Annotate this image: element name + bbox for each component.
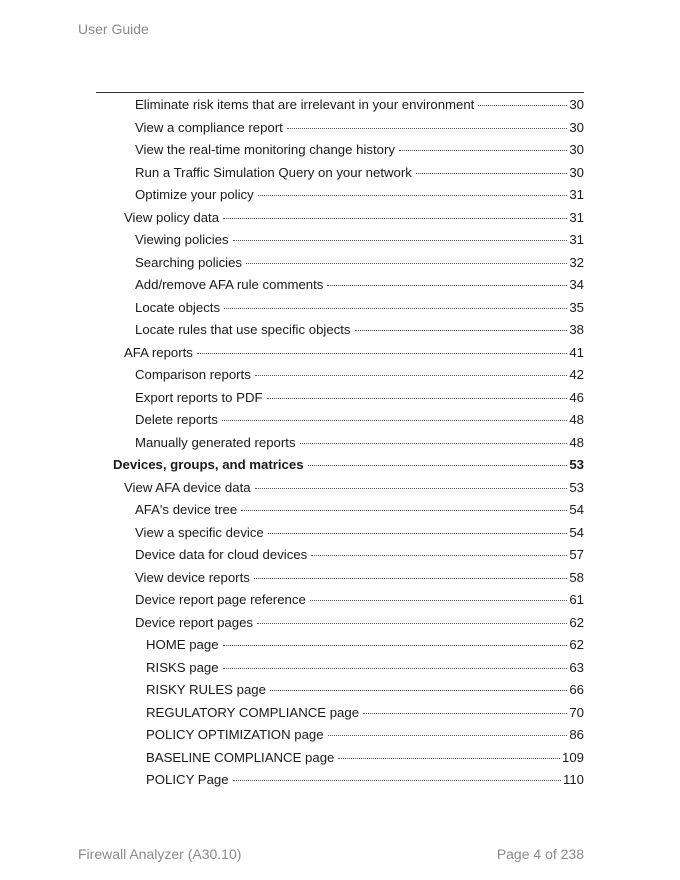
toc-entry[interactable] (146, 682, 584, 702)
toc-entry[interactable] (135, 165, 584, 185)
toc-leader-dots (258, 195, 568, 196)
toc-entry-page: 30 (569, 164, 584, 180)
toc-entry-title: Locate rules that use specific objects (135, 322, 351, 337)
toc-entry-page: 54 (569, 524, 584, 540)
toc-entry-page: 46 (569, 389, 584, 405)
toc-entry-page: 86 (569, 727, 584, 742)
toc-entry-page: 31 (569, 232, 584, 247)
toc-entry-title: AFA reports (124, 344, 193, 360)
toc-entry[interactable] (135, 187, 584, 207)
toc-entry[interactable] (135, 390, 584, 410)
toc-leader-dots (255, 375, 568, 376)
toc-entry[interactable] (135, 300, 584, 320)
toc-entry-title: Export reports to PDF (135, 389, 263, 405)
toc-entry-page: 48 (569, 434, 584, 450)
toc-entry-page: 38 (569, 322, 584, 337)
toc-leader-dots (287, 128, 568, 129)
toc-leader-dots (233, 240, 568, 241)
toc-entry[interactable] (135, 255, 584, 275)
toc-leader-dots (223, 668, 568, 669)
toc-leader-dots (327, 285, 567, 286)
toc-leader-dots (267, 398, 568, 399)
toc-entry-title: Devices, groups, and matrices (113, 457, 304, 472)
toc-entry-page: 30 (569, 119, 584, 135)
toc-entry-page: 57 (569, 547, 584, 562)
toc-entry[interactable] (135, 277, 584, 297)
toc-entry-page: 53 (569, 457, 584, 472)
toc-entry[interactable] (135, 412, 584, 432)
toc-leader-dots (270, 690, 567, 691)
toc-leader-dots (255, 488, 568, 489)
toc-entry[interactable] (135, 547, 584, 567)
toc-entry-title: View the real-time monitoring change history (135, 142, 395, 157)
toc-entry-title: Delete reports (135, 412, 218, 427)
running-header: User Guide (78, 21, 149, 37)
toc-entry-page: 62 (569, 614, 584, 630)
toc-leader-dots (254, 578, 567, 579)
toc-entry-title: View a compliance report (135, 119, 283, 135)
toc-entry-page: 62 (569, 637, 584, 652)
toc-entry[interactable] (146, 637, 584, 657)
toc-leader-dots (328, 735, 568, 736)
toc-entry-page: 31 (569, 187, 584, 202)
toc-leader-dots (300, 443, 568, 444)
toc-entry-page: 109 (561, 749, 584, 765)
toc-leader-dots (224, 308, 567, 309)
toc-entry-title: View device reports (135, 569, 250, 585)
toc-entry-title: Eliminate risk items that are irrelevant in your environment (135, 97, 475, 112)
toc-entry[interactable] (113, 457, 584, 477)
toc-entry[interactable] (135, 322, 584, 342)
toc-entry[interactable] (135, 435, 584, 455)
toc-entry-page: 48 (569, 412, 584, 427)
toc-leader-dots (223, 218, 567, 219)
toc-entry-title: View policy data (124, 209, 220, 225)
toc-entry-title: Device data for cloud devices (135, 547, 308, 562)
toc-leader-dots (223, 645, 568, 646)
toc-leader-dots (416, 173, 568, 174)
toc-entry-page: 110 (562, 772, 584, 787)
toc-entry-page: 41 (569, 344, 584, 360)
toc-entry-page: 34 (569, 277, 584, 292)
toc-entry-title: POLICY OPTIMIZATION page (146, 727, 324, 742)
toc-entry[interactable] (124, 345, 584, 365)
toc-entry-title: Run a Traffic Simulation Query on your network (135, 164, 412, 180)
toc-entry[interactable] (146, 727, 584, 747)
toc-entry-page: 54 (569, 502, 584, 517)
toc-entry[interactable] (124, 210, 584, 230)
toc-entry[interactable] (146, 772, 584, 792)
toc-entry-title: Comparison reports (135, 367, 251, 382)
toc-entry-page: 61 (569, 592, 584, 607)
toc-entry-title: RISKY RULES page (146, 682, 266, 697)
footer-page-number: Page 4 of 238 (496, 846, 584, 862)
toc-leader-dots (363, 713, 567, 714)
toc-leader-dots (257, 623, 567, 624)
toc-entry[interactable] (135, 97, 584, 117)
toc-entry[interactable] (135, 502, 584, 522)
toc-leader-dots (233, 780, 561, 781)
toc-entry-title: RISKS page (146, 659, 219, 675)
toc-entry-page: 66 (569, 682, 584, 697)
toc-entry[interactable] (135, 615, 584, 635)
toc-leader-dots (197, 353, 567, 354)
toc-leader-dots (268, 533, 568, 534)
toc-entry[interactable] (135, 592, 584, 612)
toc-entry-title: Locate objects (135, 299, 221, 315)
toc-entry[interactable] (146, 705, 584, 725)
toc-entry-title: POLICY Page (146, 772, 229, 787)
toc-entry[interactable] (146, 750, 584, 770)
toc-entry-page: 30 (569, 97, 584, 112)
toc-leader-dots (246, 263, 567, 264)
toc-entry-title: Device report pages (135, 614, 254, 630)
toc-leader-dots (311, 555, 567, 556)
toc-entry-page: 70 (569, 704, 584, 720)
toc-leader-dots (241, 510, 567, 511)
toc-entry[interactable] (146, 660, 584, 680)
toc-entry-title: Viewing policies (135, 232, 229, 247)
toc-leader-dots (478, 105, 567, 106)
toc-leader-dots (222, 420, 568, 421)
toc-entry-title: View AFA device data (124, 479, 251, 495)
toc-entry-page: 35 (569, 299, 584, 315)
toc-entry-title: Add/remove AFA rule comments (135, 277, 324, 292)
toc-leader-dots (399, 150, 567, 151)
toc-entry[interactable] (135, 142, 584, 162)
toc-entry-page: 32 (569, 254, 584, 270)
toc-leader-dots (308, 465, 568, 466)
toc-entry[interactable] (124, 480, 584, 500)
toc-entry-title: Device report page reference (135, 592, 306, 607)
toc-entry-page: 58 (569, 569, 584, 585)
toc-entry[interactable] (135, 120, 584, 140)
toc-entry-title: HOME page (146, 637, 219, 652)
toc-entry-page: 63 (569, 659, 584, 675)
toc-entry-title: BASELINE COMPLIANCE page (146, 749, 335, 765)
toc-entry-page: 31 (569, 209, 584, 225)
toc-entry-title: REGULATORY COMPLIANCE page (146, 704, 360, 720)
toc-entry[interactable] (135, 525, 584, 545)
toc-leader-dots (338, 758, 560, 759)
toc-entry-title: View a specific device (135, 524, 264, 540)
header-rule (96, 92, 584, 93)
toc-entry-title: AFA's device tree (135, 502, 238, 517)
toc-leader-dots (355, 330, 568, 331)
toc-entry[interactable] (135, 367, 584, 387)
toc-leader-dots (310, 600, 568, 601)
toc-entry-page: 53 (569, 479, 584, 495)
toc-entry-page: 42 (569, 367, 584, 382)
toc-entry-page: 30 (569, 142, 584, 157)
toc-entry[interactable] (135, 570, 584, 590)
toc-entry[interactable] (135, 232, 584, 252)
toc-entry-title: Optimize your policy (135, 187, 254, 202)
footer-product: Firewall Analyzer (A30.10) (78, 846, 242, 862)
toc-entry-title: Searching policies (135, 254, 243, 270)
toc-entry-title: Manually generated reports (135, 434, 296, 450)
